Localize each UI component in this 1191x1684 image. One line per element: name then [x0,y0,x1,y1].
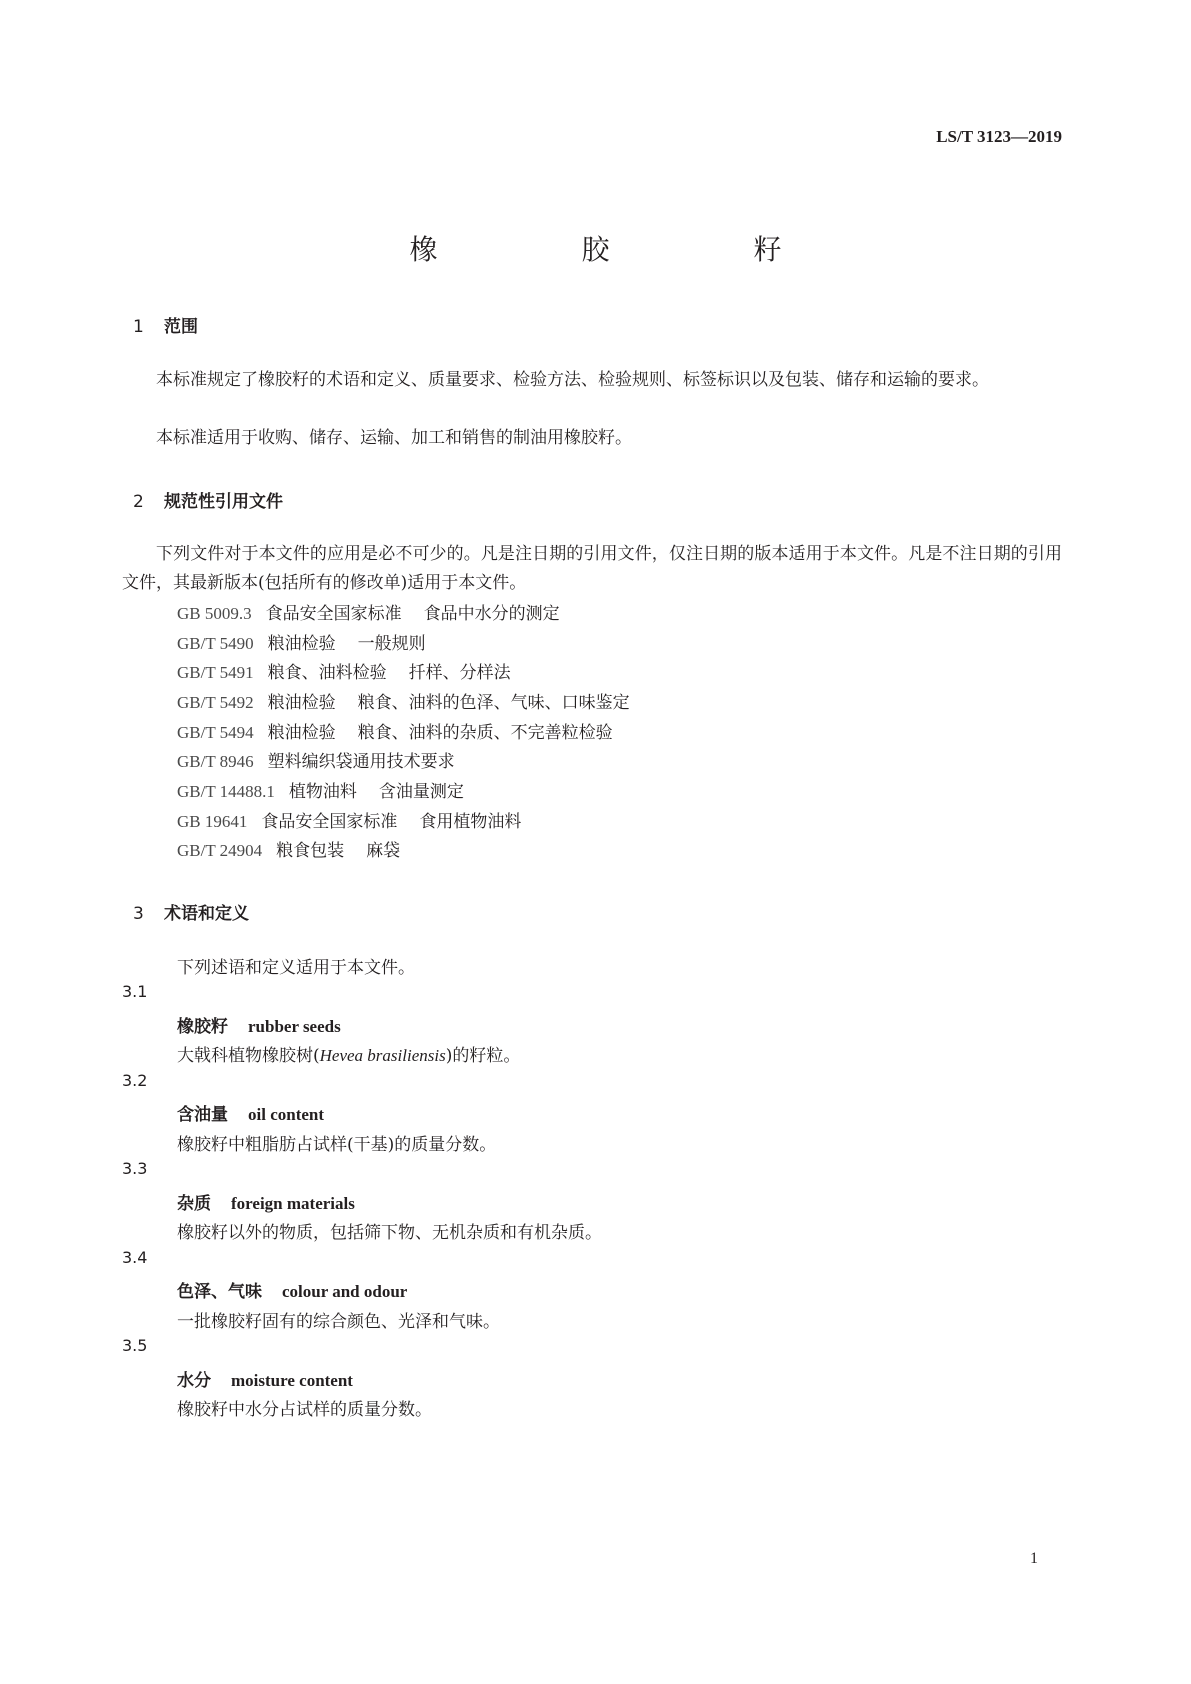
scientific-name: Hevea brasiliensis [319,1046,446,1065]
terms-intro: 下列述语和定义适用于本文件。 [177,958,415,978]
term-heading [177,1012,341,1037]
scope-paragraph-1: 本标准规定了橡胶籽的术语和定义、质量要求、检验方法、检验规则、标签标识以及包装、储存和运输的要求。 [156,370,989,390]
reference-item [177,629,426,654]
reference-item [177,747,477,772]
term-zh: 水分 [177,1371,211,1391]
definition-text: 大戟科植物橡胶树( [177,1046,320,1066]
reference-code: GB/T 14488.1 [177,782,275,801]
references-intro: 下列文件对于本文件的应用是必不可少的。凡是注日期的引用文件，仅注日期的版本适用于本文件。凡是不注日期的引用文件，其最新版本(包括所有的修改单)适用于本文件。 [122,544,1062,593]
standard-number: LS/T 3123—2019 [936,127,1062,146]
reference-subtitle: 含油量测定 [378,782,464,802]
reference-title: 粮油检验 [267,634,336,654]
section-title: 术语和定义 [164,904,249,924]
term-en: foreign materials [231,1194,355,1213]
reference-code: GB/T 24904 [177,841,263,860]
reference-item [177,807,521,832]
section-2-heading [133,487,283,512]
term-heading [177,1100,324,1125]
reference-subtitle: 粮食、油料的色泽、气味、口味鉴定 [357,693,630,713]
clause-number: 3.1 [122,982,148,1001]
reference-item [177,658,511,683]
section-1-heading [133,312,198,337]
scope-paragraph-2: 本标准适用于收购、储存、运输、加工和销售的制油用橡胶籽。 [156,428,632,448]
reference-title: 粮食、油料检验 [267,663,387,683]
section-number: 2 [133,492,144,512]
section-title: 规范性引用文件 [164,492,283,512]
section-number: 3 [133,904,144,924]
reference-title: 粮食包装 [276,841,345,861]
reference-subtitle: 麻袋 [366,841,401,861]
reference-code: GB 5009.3 [177,604,252,623]
reference-subtitle: 一般规则 [357,634,426,654]
reference-code: GB/T 5492 [177,693,254,712]
section-3-heading [133,899,249,924]
section-title: 范围 [164,317,198,337]
term-heading [177,1366,353,1391]
term-zh: 橡胶籽 [177,1017,228,1037]
reference-title: 塑料编织袋通用技术要求 [267,752,455,772]
reference-code: GB/T 5490 [177,634,254,653]
reference-code: GB/T 5491 [177,663,254,682]
term-zh: 杂质 [177,1194,211,1214]
term-en: oil content [248,1105,325,1124]
reference-code: GB 19641 [177,812,248,831]
clause-number: 3.3 [122,1159,148,1178]
section-number: 1 [133,317,144,337]
term-zh: 色泽、气味 [177,1282,262,1302]
clause-number: 3.4 [122,1248,148,1267]
reference-subtitle: 食品中水分的测定 [423,604,560,624]
reference-subtitle: 粮食、油料的杂质、不完善粒检验 [357,723,613,743]
clause-number: 3.2 [122,1071,148,1090]
reference-code: GB/T 5494 [177,723,254,742]
reference-title: 食品安全国家标准 [261,812,398,832]
term-definition: 一批橡胶籽固有的综合颜色、光泽和气味。 [177,1312,500,1332]
definition-text: )的籽粒。 [445,1046,521,1066]
reference-title: 粮油检验 [267,693,336,713]
reference-item [177,718,613,743]
reference-item [177,599,560,624]
term-definition: 橡胶籽以外的物质，包括筛下物、无机杂质和有机杂质。 [177,1223,602,1243]
term-definition: 橡胶籽中水分占试样的质量分数。 [177,1400,432,1420]
document-title: 橡 胶 籽 [409,233,840,266]
term-en: rubber seeds [248,1017,341,1036]
term-heading [177,1277,407,1302]
reference-title: 粮油检验 [267,723,336,743]
reference-subtitle: 扦样、分样法 [408,663,511,683]
reference-item [177,688,630,713]
page-number: 1 [1030,1550,1038,1567]
reference-item [177,777,464,802]
reference-code: GB/T 8946 [177,752,254,771]
term-zh: 含油量 [177,1105,228,1125]
term-heading [177,1189,355,1214]
term-en: colour and odour [282,1282,408,1301]
reference-title: 植物油料 [288,782,357,802]
term-definition: 橡胶籽中粗脂肪占试样(干基)的质量分数。 [177,1135,497,1155]
term-definition [177,1041,520,1066]
reference-title: 食品安全国家标准 [265,604,402,624]
reference-subtitle: 食用植物油料 [419,812,522,832]
term-en: moisture content [231,1371,353,1390]
reference-item [177,836,400,861]
clause-number: 3.5 [122,1336,148,1355]
